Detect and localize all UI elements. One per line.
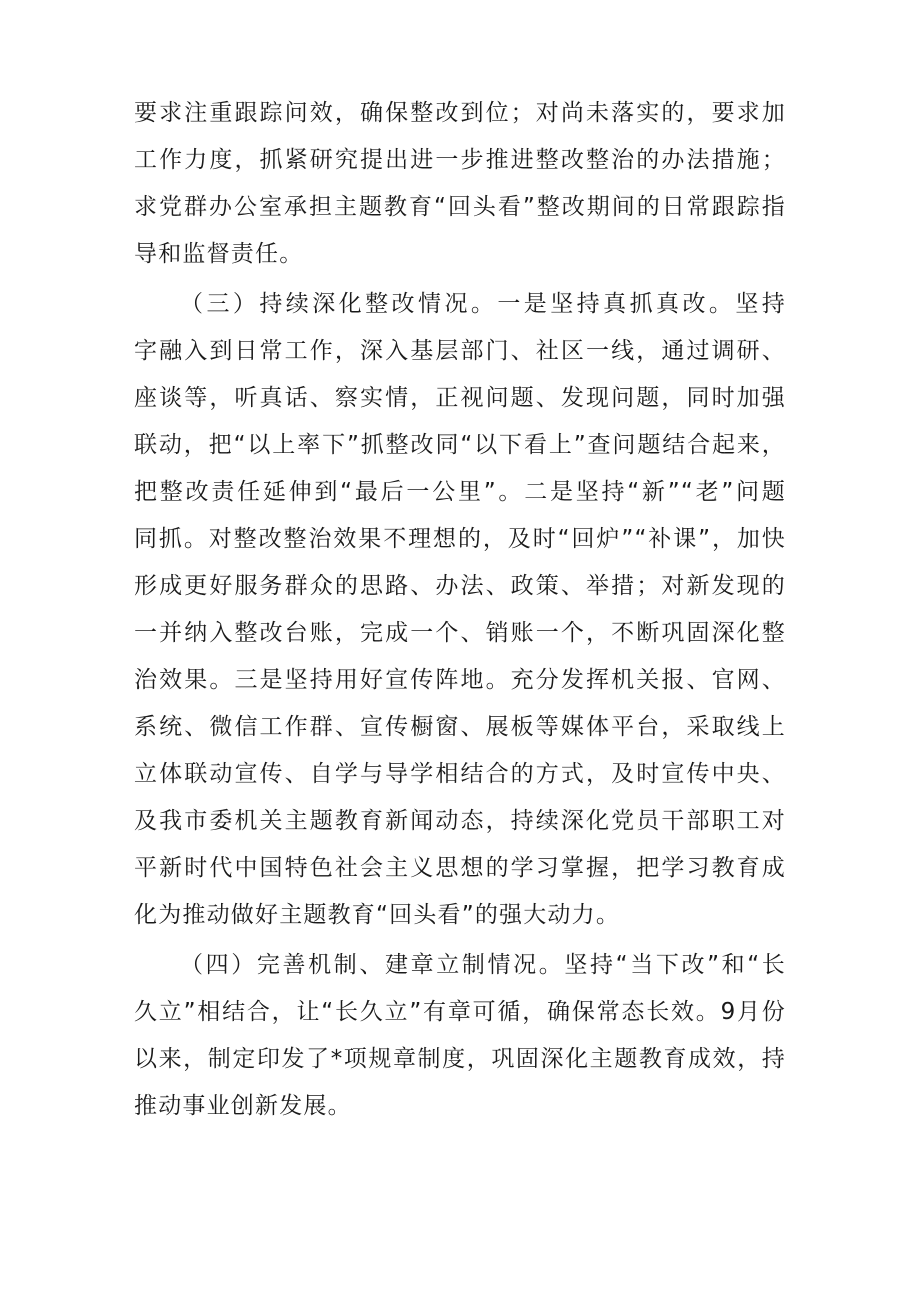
text-line-p2-l2: 字融入到日常工作，深入基层部门、社区一线，通过调研、 [134,338,786,364]
text-line-p2-l7: 形成更好服务群众的思路、办法、政策、举措；对新发现的 [134,573,786,599]
text-line-p3-l4: 推动事业创新发展。 [134,1093,352,1119]
text-line-p2-l11: 立体联动宣传、自学与导学相结合的方式，及时宣传中央、 [134,761,786,787]
text-line-p3-l2: 久立”相结合，让“长久立”有章可循，确保常态长效。9月份 [134,999,786,1025]
text-line-p2-l5: 把整改责任延伸到“最后一公里”。二是坚持“新”“老”问题 [134,479,786,505]
text-line-p2-l6: 同抓。对整改整治效果不理想的，及时“回炉”“补课”，加快 [134,526,786,552]
text-line-p2-l1: （三）持续深化整改情况。一是坚持真抓真改。坚持 [180,291,786,317]
text-line-p1-l4: 导和监督责任。 [134,241,304,267]
text-line-p3-l1: （四）完善机制、建章立制情况。坚持“当下改”和“长 [180,952,786,978]
text-line-p3-l3: 以来，制定印发了*项规章制度，巩固深化主题教育成效，持 [134,1046,786,1072]
text-line-p1-l1: 要求注重跟踪问效，确保整改到位；对尚未落实的，要求加 [134,100,786,126]
text-line-p2-l3: 座谈等，听真话、察实情，正视问题、发现问题，同时加强 [134,385,786,411]
text-line-p2-l4: 联动，把“以上率下”抓整改同“以下看上”查问题结合起来， [134,432,786,458]
text-line-p1-l3: 求党群办公室承担主题教育“回头看”整改期间的日常跟踪指 [134,194,786,220]
text-line-p2-l8: 一并纳入整改台账，完成一个、销账一个，不断巩固深化整 [134,620,786,646]
text-line-p2-l10: 系统、微信工作群、宣传橱窗、展板等媒体平台，采取线上 [134,714,786,740]
text-line-p2-l14: 化为推动做好主题教育“回头看”的强大动力。 [134,902,621,928]
text-line-p2-l13: 平新时代中国特色社会主义思想的学习掌握，把学习教育成 [134,855,786,881]
text-line-p2-l9: 治效果。三是坚持用好宣传阵地。充分发挥机关报、官网、 [134,667,786,693]
text-line-p1-l2: 工作力度，抓紧研究提出进一步推进整改整治的办法措施； [134,147,786,173]
text-line-p2-l12: 及我市委机关主题教育新闻动态，持续深化党员干部职工对 [134,808,786,834]
